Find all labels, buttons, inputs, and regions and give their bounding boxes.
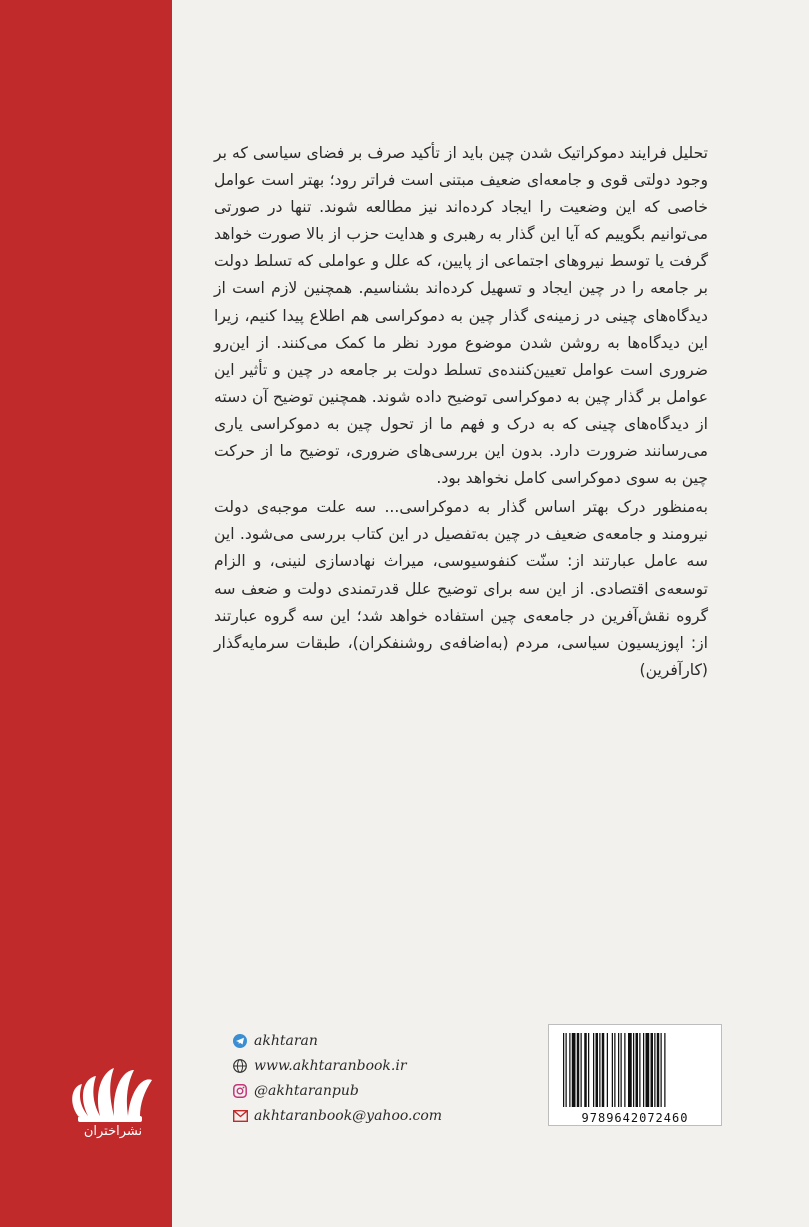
publisher-contact-block [232, 1029, 532, 1129]
barcode-bar [588, 1033, 589, 1107]
barcode-bar [664, 1033, 665, 1107]
barcode-bar [621, 1033, 622, 1107]
barcode-bar [657, 1033, 660, 1107]
barcode-bar [577, 1033, 580, 1107]
barcode-bar [572, 1033, 576, 1107]
barcode-bar [612, 1033, 613, 1107]
website-url[interactable]: www.akhtaranbook.ir [254, 1058, 407, 1074]
barcode-bar [654, 1033, 655, 1107]
contact-website[interactable] [232, 1054, 532, 1078]
back-cover-blurb [214, 140, 708, 684]
barcode-bar [607, 1033, 608, 1107]
barcode-bar [599, 1033, 600, 1107]
barcode-bar [628, 1033, 632, 1107]
publisher-logo [48, 1026, 158, 1166]
publisher-name: نشراختران [83, 1124, 143, 1139]
barcode-bar [569, 1033, 570, 1107]
barcode-bar [639, 1033, 640, 1107]
contact-telegram[interactable] [232, 1029, 532, 1053]
email-address[interactable]: akhtaranbook@yahoo.com [254, 1108, 443, 1124]
barcode-bar [651, 1033, 654, 1107]
contact-instagram[interactable] [232, 1079, 532, 1103]
mail-icon [232, 1108, 248, 1124]
globe-icon [232, 1058, 248, 1074]
barcode-bar [633, 1033, 634, 1107]
barcode-bar [584, 1033, 587, 1107]
instagram-handle[interactable]: @akhtaranpub [254, 1083, 359, 1099]
barcode-number: 9789642072460 [581, 1111, 689, 1125]
barcode-bar [593, 1033, 594, 1107]
barcode-bar [596, 1033, 599, 1107]
blurb-paragraph-1: تحلیل فرایند دموکراتیک شدن چین باید از تأکید صرف بر فضای سیاسی که بر وجود دولتی قوی و جامعه‌ای ضعیف مبتنی است فراتر رود؛ بهتر است عوامل خاصی که این وضعیت را ایجاد کرده‌اند نیز مطالعه شوند. تنها در صورتی می‌توانیم بگوییم که آیا این گذار به رهبری و هدایت حزب از بالا صورت خواهد گرفت یا توسط نیروهای اجتماعی از پایین، که علل و عواملی که تسلط دولت بر جامعه را در چین ایجاد و تسهیل کرده‌اند بشناسیم. همچنین لازم است از دیدگاه‌های چینی در زمینه‌ی گذار چین به دموکراسی هم اطلاع پیدا کنیم، زیرا این دیدگاه‌ها به روشن شدن موضوع مورد نظر ما کمک می‌کنند. از این‌رو ضروری است عوامل تعیین‌کننده‌ی تسلط دولت بر جامعه در چین و تأثیر این عوامل بر گذار چین به دموکراسی توضیح داده شوند. همچنین توضیح آن دسته از دیدگاه‌های چینی که به درک و فهم ما از تحول چین به دموکراسی یاری می‌رسانند ضرورت دارد. بدون این بررسی‌های ضروری، توضیح ما از حرکت چین به سوی دموکراسی کامل نخواهد بود. [214, 144, 708, 488]
barcode-bar [581, 1033, 582, 1107]
barcode-bar [661, 1033, 662, 1107]
telegram-handle[interactable]: akhtaran [254, 1033, 318, 1049]
barcode-bar [614, 1033, 615, 1107]
barcode-bar [636, 1033, 639, 1107]
barcode-bars [561, 1033, 709, 1109]
barcode-bar [618, 1033, 619, 1107]
barcode-bar [563, 1033, 564, 1107]
barcode-bar [566, 1033, 567, 1107]
barcode-bar [643, 1033, 644, 1107]
contact-email[interactable] [232, 1104, 532, 1128]
barcode-bar [602, 1033, 605, 1107]
telegram-icon [232, 1033, 248, 1049]
blurb-paragraph-2: به‌منظور درک بهتر اساس گذار به دموکراسی... سه علت موجبه‌ی دولت نیرومند و جامعه‌ی ضعیف در چین به‌تفصیل در این کتاب بررسی می‌شود. این سه عامل عبارتند از: سنّت کنفوسیوسی، میراث نهادسازی لنینی، و الزام توسعه‌ی اقتصادی. از این سه برای توضیح علل قدرتمندی دولت و ضعف سه گروه نقش‌آفرین در جامعه‌ی چین استفاده خواهد شد؛ این سه گروه عبارتند از: اپوزیسیون سیاسی، مردم (به‌اضافه‌ی روشنفکران)، طبقات سرمایه‌گذار (کارآفرین) [214, 498, 708, 679]
isbn-barcode [548, 1024, 722, 1126]
instagram-icon [232, 1083, 248, 1099]
barcode-bar [646, 1033, 650, 1107]
barcode-bar [624, 1033, 625, 1107]
